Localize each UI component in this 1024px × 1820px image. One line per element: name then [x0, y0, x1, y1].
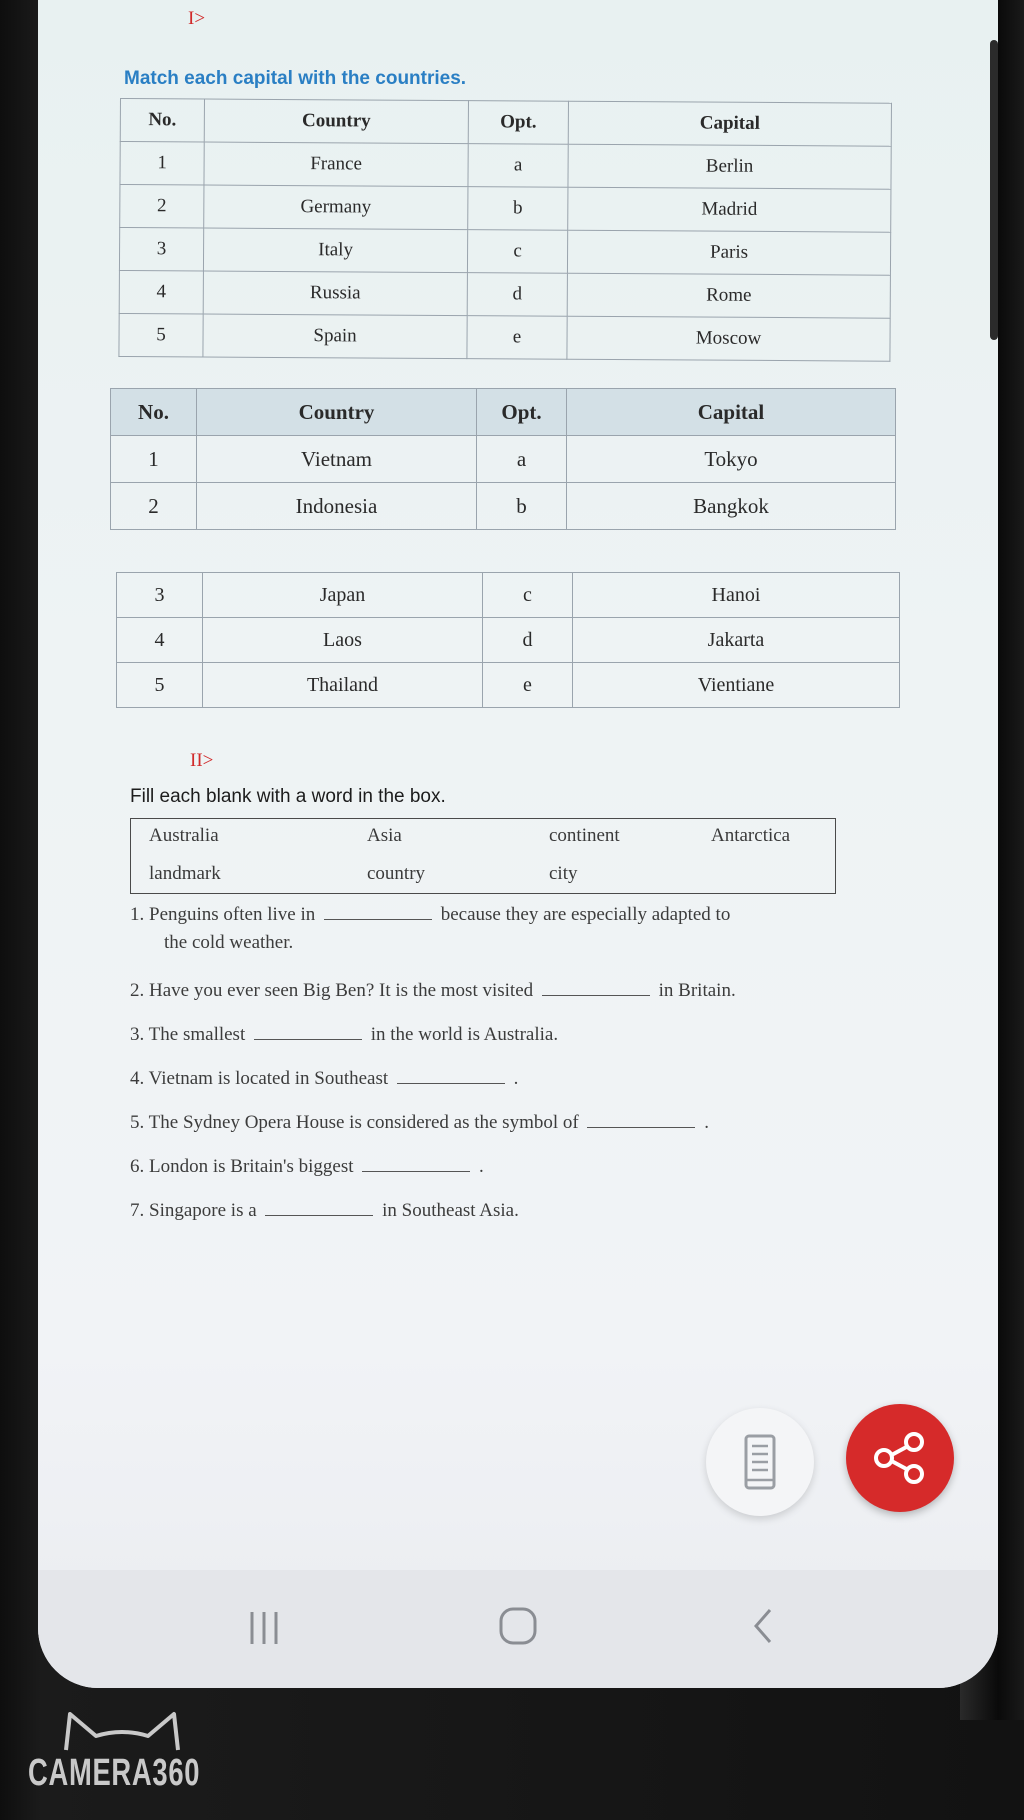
recents-icon[interactable]: [244, 1606, 284, 1650]
cell-country: Indonesia: [197, 483, 477, 530]
question-text: Singapore is a: [149, 1200, 257, 1221]
cell-no: 1: [111, 436, 197, 483]
section-1-heading: Match each capital with the countries.: [124, 68, 467, 89]
word-item: Antarctica: [711, 825, 791, 846]
header-no: No.: [120, 99, 204, 143]
cell-no: 4: [117, 618, 203, 663]
question-item: [130, 904, 730, 926]
word-item: Australia: [149, 825, 219, 846]
cell-no: 2: [120, 185, 204, 229]
cell-country: Thailand: [203, 663, 483, 708]
header-opt: Opt.: [468, 101, 568, 145]
question-number: 3.: [130, 1024, 145, 1045]
capitals-table-asia-part2: [116, 572, 900, 708]
cell-no: 3: [117, 573, 203, 618]
cell-no: 2: [111, 483, 197, 530]
answer-blank[interactable]: [324, 905, 432, 920]
table-header-row: [111, 389, 896, 436]
question-text: The Sydney Opera House is considered as the symbol of: [148, 1112, 579, 1133]
cell-opt: d: [467, 273, 567, 317]
cell-capital: Berlin: [568, 144, 891, 189]
cell-country: Italy: [203, 228, 467, 273]
camera360-watermark: CAMERA360: [28, 1752, 201, 1794]
question-item: [130, 1068, 518, 1090]
answer-blank[interactable]: [265, 1201, 373, 1216]
answer-blank[interactable]: [362, 1157, 470, 1172]
table-row: [120, 185, 891, 233]
answer-blank[interactable]: [542, 981, 650, 996]
share-icon: [846, 1404, 954, 1512]
table-row: [117, 618, 900, 663]
question-text: Have you ever seen Big Ben? It is the most visited: [149, 980, 534, 1001]
question-number: 5.: [130, 1112, 145, 1133]
cell-country: Germany: [204, 185, 468, 230]
question-text: the cold weather.: [164, 932, 294, 953]
header-country: Country: [197, 389, 477, 436]
share-button[interactable]: [846, 1404, 954, 1512]
cell-capital: Madrid: [568, 187, 891, 232]
question-text: .: [479, 1156, 484, 1177]
cell-capital: Bangkok: [567, 483, 896, 530]
cell-opt: e: [467, 316, 567, 360]
cell-capital: Moscow: [567, 316, 890, 361]
cell-country: Spain: [203, 314, 467, 359]
question-text: London is Britain's biggest: [149, 1156, 354, 1177]
cell-opt: a: [468, 144, 568, 188]
table-row: [111, 436, 896, 483]
reader-mode-button[interactable]: [706, 1408, 814, 1516]
question-number: 2.: [130, 980, 145, 1001]
word-item: landmark: [149, 863, 221, 884]
cell-opt: b: [468, 187, 568, 231]
question-item-continued: [164, 932, 293, 954]
navigation-bar: [38, 1570, 998, 1688]
question-item: [130, 1200, 519, 1222]
scrollbar[interactable]: [990, 40, 998, 340]
cell-no: 5: [119, 313, 203, 357]
word-item: country: [367, 863, 426, 884]
cell-country: Japan: [203, 573, 483, 618]
question-text: in the world is Australia.: [370, 1024, 559, 1045]
home-icon[interactable]: [496, 1604, 540, 1648]
question-item: [130, 980, 736, 1002]
section-2-heading: Fill each blank with a word in the box.: [130, 786, 446, 807]
question-item: [130, 1112, 709, 1134]
cell-country: Laos: [203, 618, 483, 663]
table-row: [120, 142, 891, 190]
table-row: [119, 270, 890, 318]
capitals-table-europe: [118, 98, 892, 362]
cat-ears-icon: [60, 1708, 184, 1754]
header-opt: Opt.: [477, 389, 567, 436]
cell-capital: Tokyo: [567, 436, 896, 483]
cell-capital: Jakarta: [573, 618, 900, 663]
cell-opt: b: [477, 483, 567, 530]
cell-capital: Paris: [567, 230, 890, 275]
header-country: Country: [204, 99, 468, 144]
question-text: because they are especially adapted to: [440, 904, 731, 925]
cell-no: 4: [119, 270, 203, 314]
table-row: [119, 313, 890, 361]
answer-blank[interactable]: [397, 1069, 505, 1084]
table-row: [111, 483, 896, 530]
cell-opt: e: [483, 663, 573, 708]
back-icon[interactable]: [748, 1604, 778, 1648]
question-item: [130, 1024, 558, 1046]
section-1-label: I>: [188, 8, 206, 29]
table-header-row: [120, 99, 891, 147]
question-text: The smallest: [148, 1024, 246, 1045]
cell-opt: c: [483, 573, 573, 618]
cell-opt: a: [477, 436, 567, 483]
question-text: Penguins often live in: [149, 904, 316, 925]
cell-no: 3: [119, 228, 203, 272]
question-text: in Southeast Asia.: [382, 1200, 519, 1221]
header-capital: Capital: [567, 389, 896, 436]
answer-blank[interactable]: [254, 1025, 362, 1040]
word-item: Asia: [367, 825, 402, 846]
capitals-table-asia-part1: [110, 388, 896, 530]
cell-country: Russia: [203, 271, 467, 316]
cell-no: 1: [120, 142, 204, 186]
question-text: .: [513, 1068, 519, 1089]
answer-blank[interactable]: [587, 1113, 695, 1128]
table-row: [119, 228, 890, 276]
cell-opt: d: [483, 618, 573, 663]
cell-capital: Hanoi: [573, 573, 900, 618]
word-box: [130, 818, 836, 894]
table-row: [117, 663, 900, 708]
question-text: Vietnam is located in Southeast: [148, 1068, 389, 1089]
word-item: continent: [549, 825, 620, 846]
reader-mode-icon: [706, 1408, 814, 1516]
phone-screen: [38, 0, 998, 1688]
cell-capital: Vientiane: [573, 663, 900, 708]
cell-country: France: [204, 142, 468, 187]
header-no: No.: [111, 389, 197, 436]
question-number: 7.: [130, 1200, 145, 1221]
question-text: in Britain.: [658, 980, 736, 1001]
cell-opt: c: [467, 230, 567, 274]
question-number: 1.: [130, 904, 145, 925]
word-item: city: [549, 863, 578, 884]
question-item: [130, 1156, 484, 1178]
question-text: .: [704, 1112, 709, 1133]
table-row: [117, 573, 900, 618]
question-number: 6.: [130, 1156, 145, 1177]
question-number: 4.: [130, 1068, 145, 1089]
cell-capital: Rome: [567, 273, 890, 318]
section-2-label: II>: [190, 750, 214, 771]
cell-no: 5: [117, 663, 203, 708]
header-capital: Capital: [568, 101, 891, 146]
cell-country: Vietnam: [197, 436, 477, 483]
